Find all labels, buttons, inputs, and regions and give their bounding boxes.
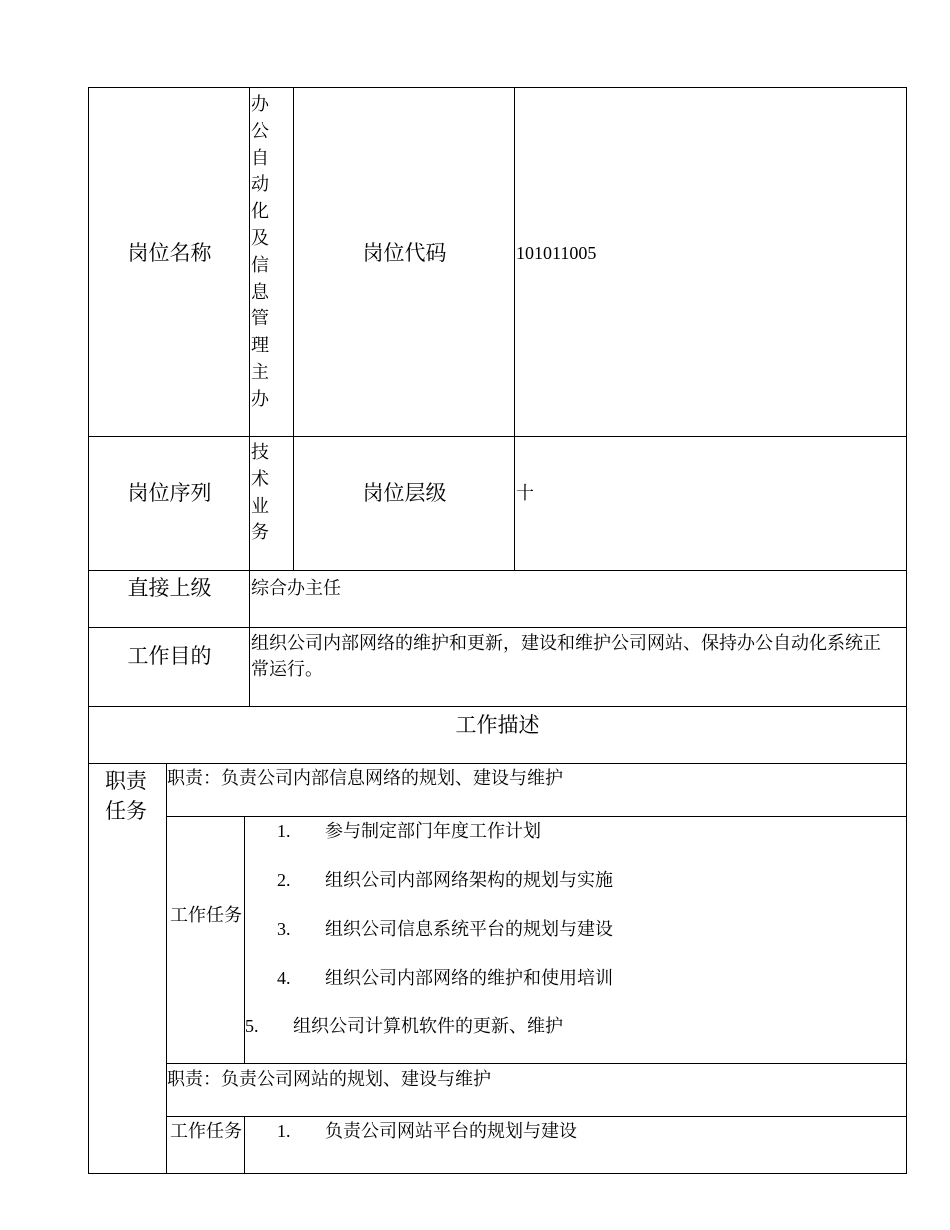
name-label: 岗位名称	[127, 241, 212, 265]
duty1-task-4	[277, 965, 613, 991]
task-number: 4.	[277, 968, 291, 988]
series-value: 技术业务	[251, 442, 269, 543]
duty2-title: 职责：负责公司网站的规划、建设与维护	[167, 1069, 491, 1089]
duty1-task-5	[245, 1013, 563, 1039]
task-text: 负责公司网站平台的规划与建设	[325, 1121, 577, 1141]
series-label: 岗位序列	[127, 481, 212, 505]
duty-label: 职责任务	[105, 769, 147, 823]
task-text: 组织公司内部网络架构的规划与实施	[325, 870, 613, 890]
level-value: 十	[516, 483, 534, 503]
task-number: 1.	[277, 1121, 291, 1141]
task-text: 组织公司内部网络的维护和使用培训	[325, 968, 613, 988]
code-value: 101011005	[516, 243, 597, 263]
duty1-task-label-cell	[166, 816, 246, 1065]
duty1-task-3	[277, 916, 613, 942]
task-text: 组织公司信息系统平台的规划与建设	[325, 919, 613, 939]
purpose-value: 组织公司内部网络的维护和更新，建设和维护公司网站、保持办公自动化系统正常运行。	[251, 633, 881, 679]
name-value: 办公自动化及信息管理主办	[251, 94, 269, 409]
duty1-task-2	[277, 867, 613, 893]
duty1-title: 职责：负责公司内部信息网络的规划、建设与维护	[167, 768, 563, 788]
code-label: 岗位代码	[362, 241, 447, 265]
description-header: 工作描述	[455, 713, 540, 737]
task-text: 组织公司计算机软件的更新、维护	[293, 1016, 563, 1036]
duty1-task-1	[277, 818, 541, 844]
task-number: 2.	[277, 870, 291, 890]
duty2-task-1	[277, 1118, 577, 1144]
superior-label: 直接上级	[127, 576, 212, 600]
superior-value: 综合办主任	[251, 578, 341, 598]
superior-value-cell	[249, 570, 907, 629]
task-number: 3.	[277, 919, 291, 939]
duty2-task-label: 工作任务	[170, 1121, 242, 1141]
level-value-cell	[514, 436, 907, 572]
duty1-task-label: 工作任务	[170, 905, 242, 925]
task-number: 5.	[245, 1016, 259, 1036]
task-number: 1.	[277, 821, 291, 841]
purpose-label: 工作目的	[127, 644, 212, 668]
task-text: 参与制定部门年度工作计划	[325, 821, 541, 841]
level-label: 岗位层级	[362, 481, 447, 505]
